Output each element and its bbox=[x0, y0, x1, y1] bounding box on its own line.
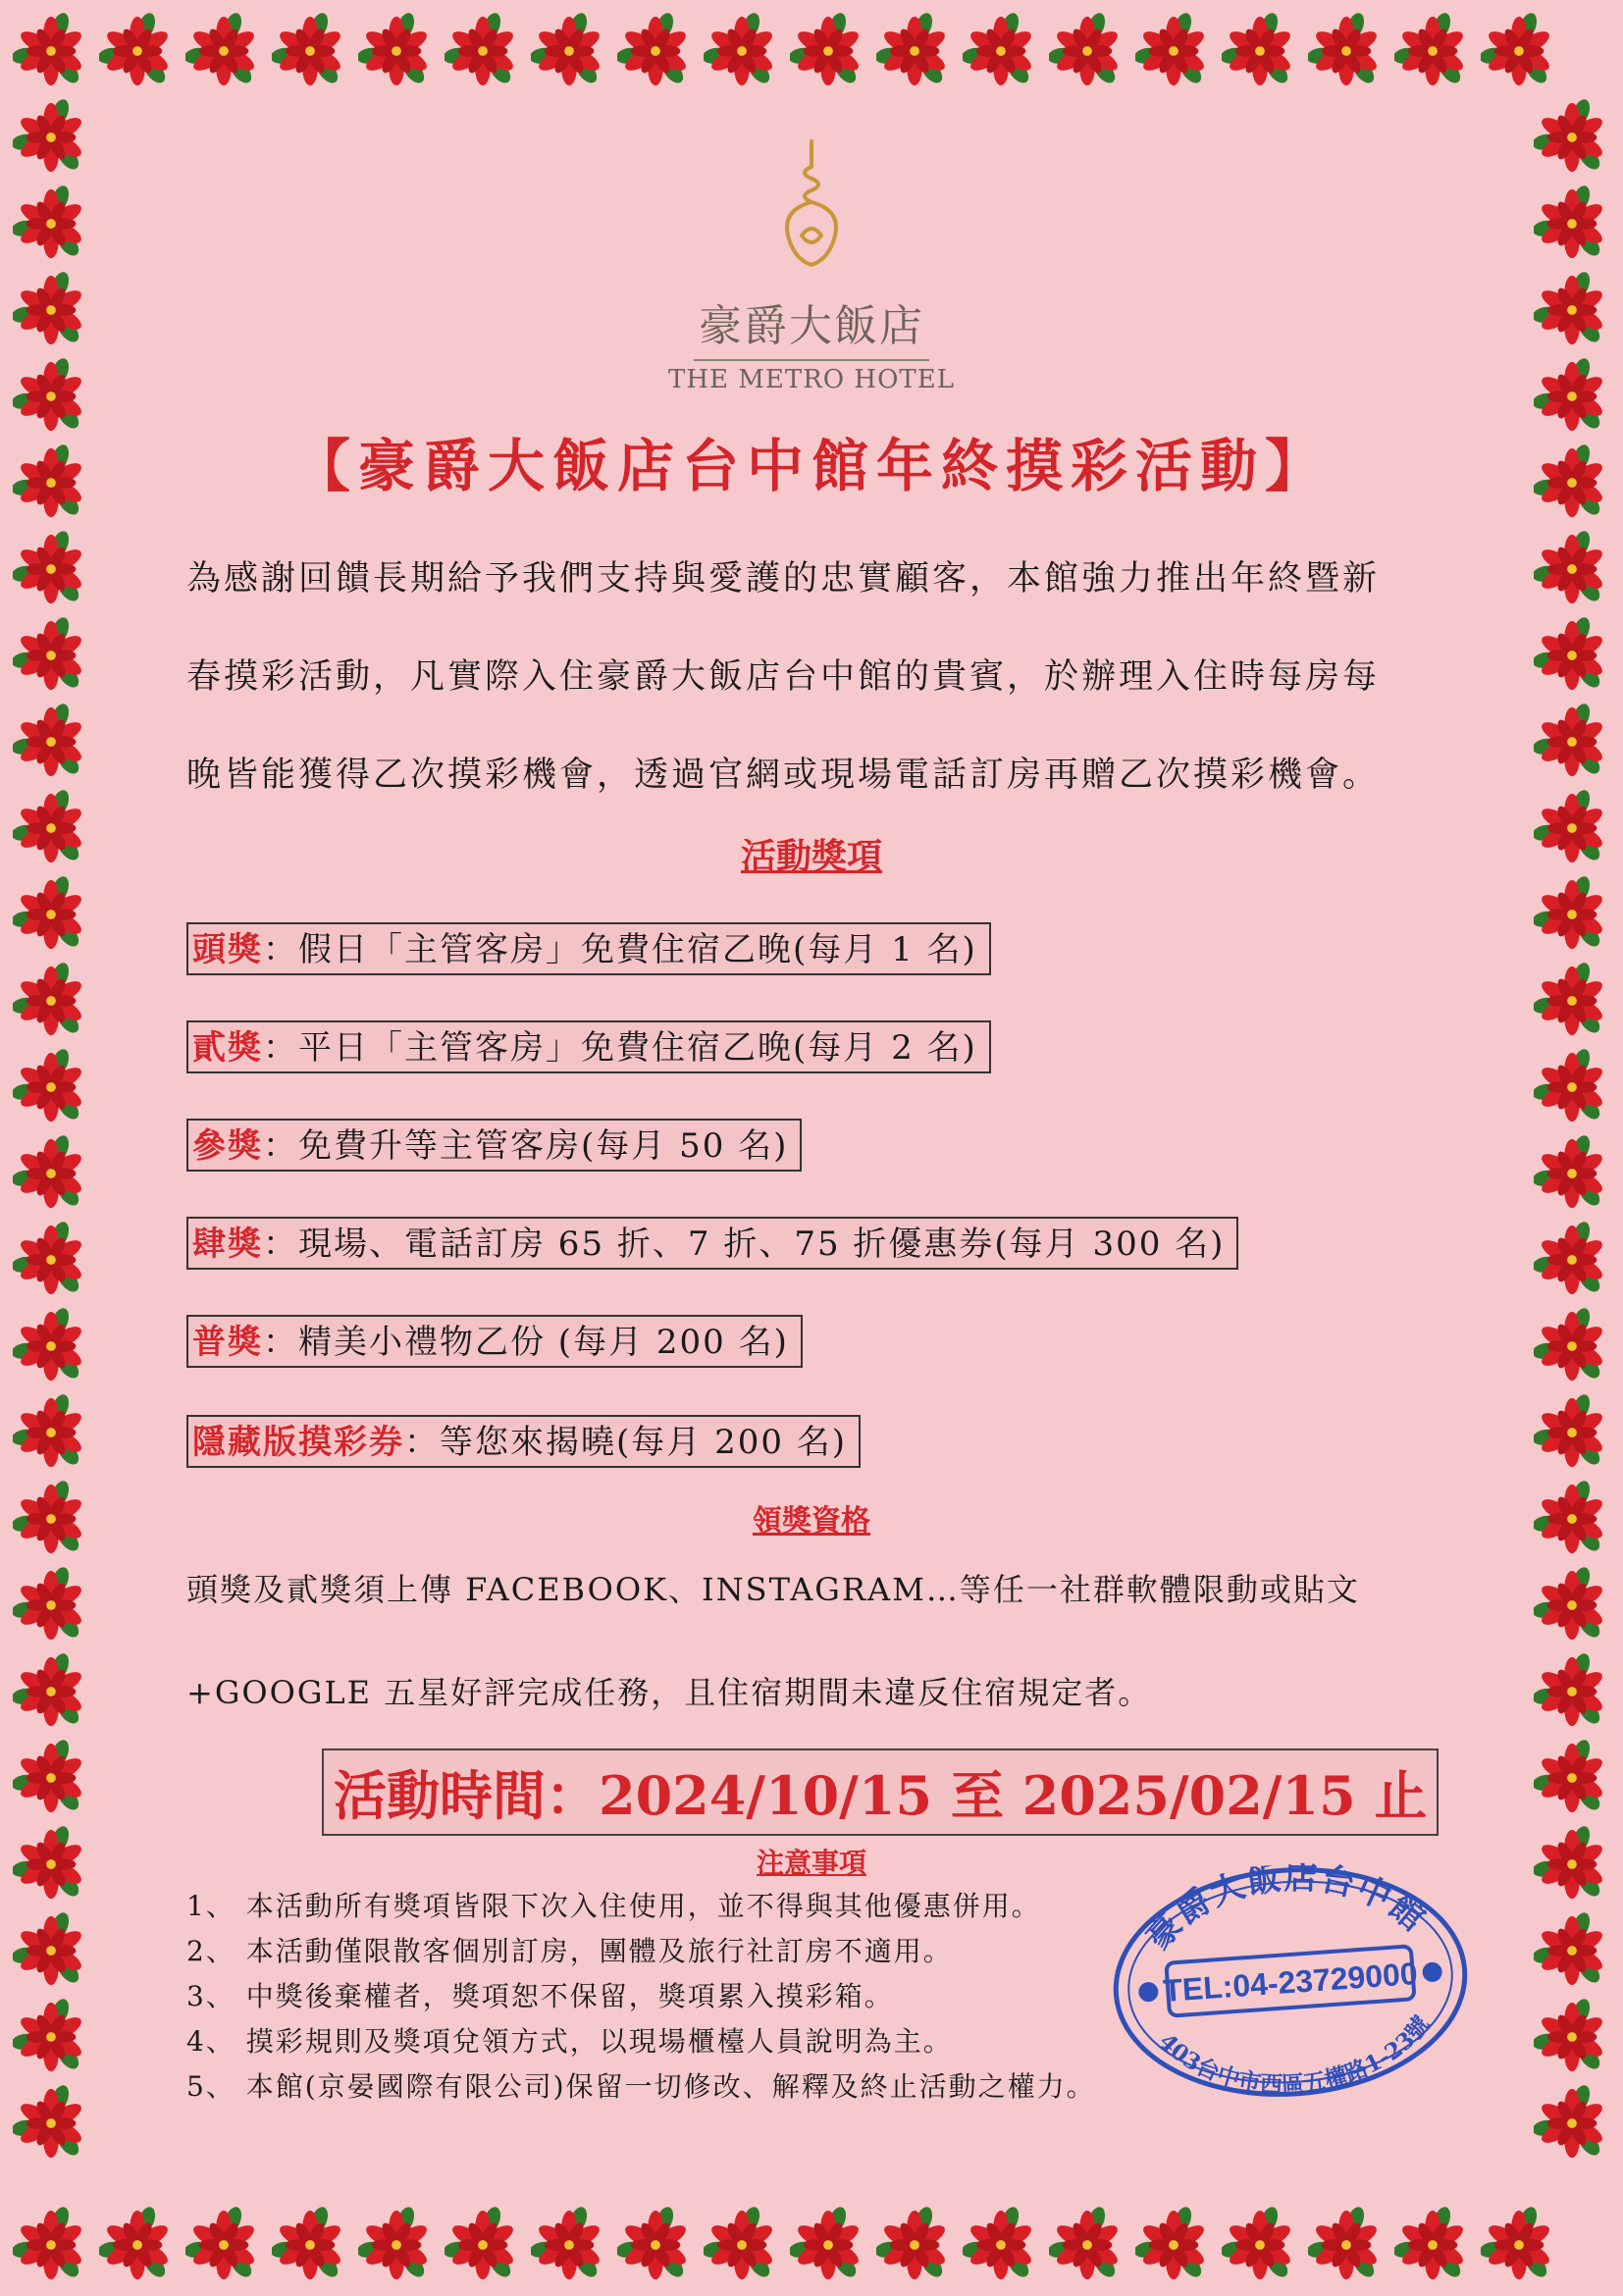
note-item: 3、 中獎後棄權者，獎項恕不保留，獎項累入摸彩箱。 bbox=[186, 1980, 894, 2012]
logo-name-en: THE METRO HOTEL bbox=[668, 365, 955, 394]
poinsettia-icon bbox=[1135, 13, 1212, 89]
event-period: 活動時間：2024/10/15 至 2025/02/15 止 bbox=[322, 1748, 1439, 1836]
poinsettia-icon bbox=[1534, 1135, 1610, 1212]
prize-label: 普獎 bbox=[192, 1323, 263, 1362]
poinsettia-icon bbox=[13, 1394, 89, 1471]
poinsettia-icon bbox=[99, 2207, 176, 2283]
poinsettia-icon bbox=[13, 617, 89, 694]
poinsettia-icon bbox=[617, 2207, 694, 2283]
poinsettia-icon bbox=[1534, 1912, 1610, 1989]
poinsettia-icon bbox=[1308, 2207, 1385, 2283]
poinsettia-icon bbox=[445, 13, 521, 89]
note-item: 1、 本活動所有獎項皆限下次入住使用，並不得與其他優惠併用。 bbox=[186, 1890, 1041, 1922]
stamp-top-text: 豪爵大飯店台中館 bbox=[1138, 1857, 1434, 1957]
poinsettia-icon bbox=[1534, 1049, 1610, 1125]
note-item: 2、 本活動僅限散客個別訂房，團體及旅行社訂房不適用。 bbox=[186, 1935, 953, 1967]
prize-label: 頭獎 bbox=[192, 930, 263, 969]
intro-line: 晚皆能獲得乙次摸彩機會，透過官網或現場電話訂房再贈乙次摸彩機會。 bbox=[186, 756, 1381, 795]
poinsettia-icon bbox=[531, 13, 607, 89]
poinsettia-icon bbox=[617, 13, 694, 89]
poinsettia-icon bbox=[790, 2207, 866, 2283]
poinsettia-icon bbox=[1222, 13, 1298, 89]
poinsettia-icon bbox=[13, 531, 89, 607]
poinsettia-icon bbox=[13, 1049, 89, 1125]
poinsettia-icon bbox=[13, 1567, 89, 1644]
poinsettia-icon bbox=[13, 876, 89, 953]
poinsettia-icon bbox=[13, 2085, 89, 2162]
prize-text: ：假日「主管客房」免費住宿乙晚(每月 1 名) bbox=[263, 930, 977, 969]
poinsettia-icon bbox=[13, 963, 89, 1039]
poinsettia-icon bbox=[13, 1740, 89, 1816]
prize-text: ：免費升等主管客房(每月 50 名) bbox=[263, 1126, 789, 1166]
poinsettia-icon bbox=[1534, 1740, 1610, 1816]
poinsettia-icon bbox=[963, 13, 1039, 89]
poinsettia-icon bbox=[358, 2207, 435, 2283]
poinsettia-icon bbox=[358, 13, 435, 89]
ornament-knot-icon bbox=[753, 137, 870, 285]
poinsettia-icon bbox=[13, 2207, 89, 2283]
poinsettia-icon bbox=[13, 1912, 89, 1989]
poinsettia-icon bbox=[1534, 1653, 1610, 1730]
poinsettia-icon bbox=[1481, 2207, 1557, 2283]
eligibility-heading: 領獎資格 bbox=[753, 1504, 870, 1539]
prize-item bbox=[186, 1315, 803, 1368]
poinsettia-icon bbox=[272, 13, 348, 89]
poinsettia-icon bbox=[704, 13, 780, 89]
poinsettia-icon bbox=[1534, 1394, 1610, 1471]
poinsettia-icon bbox=[1049, 2207, 1126, 2283]
prize-text: ：平日「主管客房」免費住宿乙晚(每月 2 名) bbox=[263, 1028, 977, 1068]
poinsettia-icon bbox=[1534, 1999, 1610, 2075]
poinsettia-icon bbox=[876, 2207, 953, 2283]
poinsettia-icon bbox=[963, 2207, 1039, 2283]
poinsettia-icon bbox=[1222, 2207, 1298, 2283]
prize-label: 參獎 bbox=[192, 1126, 263, 1166]
note-item: 4、 摸彩規則及獎項兌領方式，以現場櫃檯人員說明為主。 bbox=[186, 2025, 953, 2058]
prize-label: 肆獎 bbox=[192, 1225, 263, 1264]
eligibility-line: +GOOGLE 五星好評完成任務，且住宿期間未違反住宿規定者。 bbox=[186, 1674, 1152, 1711]
poinsettia-icon bbox=[1534, 1308, 1610, 1384]
poinsettia-icon bbox=[1534, 963, 1610, 1039]
intro-line: 春摸彩活動，凡實際入住豪爵大飯店台中館的貴賓，於辦理入住時每房每 bbox=[186, 657, 1381, 697]
poinsettia-icon bbox=[1534, 2085, 1610, 2162]
poinsettia-icon bbox=[13, 1653, 89, 1730]
poinsettia-icon bbox=[1049, 13, 1126, 89]
logo-divider bbox=[694, 359, 929, 361]
poinsettia-icon bbox=[13, 1222, 89, 1298]
logo-name-cn: 豪爵大飯店 bbox=[699, 301, 924, 351]
prize-item bbox=[186, 1415, 861, 1468]
poinsettia-icon bbox=[13, 704, 89, 780]
poinsettia-icon bbox=[790, 13, 866, 89]
prizes-heading: 活動獎項 bbox=[740, 836, 882, 877]
note-item: 5、 本館(京晏國際有限公司)保留一切修改、解釋及終止活動之權力。 bbox=[186, 2070, 1096, 2103]
intro-line: 為感謝回饋長期給予我們支持與愛護的忠實顧客，本館強力推出年終暨新 bbox=[186, 559, 1381, 599]
hotel-stamp bbox=[1101, 1852, 1480, 2112]
poinsettia-icon bbox=[1534, 1567, 1610, 1644]
prize-text: ：等您來揭曉(每月 200 名) bbox=[404, 1423, 848, 1462]
poinsettia-icon bbox=[1394, 2207, 1471, 2283]
prize-item bbox=[186, 1020, 991, 1073]
poinsettia-icon bbox=[1534, 617, 1610, 694]
poinsettia-icon bbox=[1534, 704, 1610, 780]
poinsettia-icon bbox=[1534, 1222, 1610, 1298]
prize-label: 隱藏版摸彩券 bbox=[192, 1423, 404, 1462]
poinsettia-icon bbox=[13, 1999, 89, 2075]
poinsettia-icon bbox=[1394, 13, 1471, 89]
prize-label: 貳獎 bbox=[192, 1028, 263, 1068]
prize-item bbox=[186, 1119, 802, 1172]
prize-item bbox=[186, 922, 991, 975]
page-title: 【豪爵大飯店台中館年終摸彩活動】 bbox=[292, 433, 1330, 499]
eligibility-line: 頭獎及貳獎須上傳 FACEBOOK、INSTAGRAM…等任一社群軟體限動或貼文 bbox=[186, 1571, 1360, 1608]
poinsettia-icon bbox=[13, 1135, 89, 1212]
poinsettia-icon bbox=[1534, 876, 1610, 953]
intro-paragraph bbox=[186, 530, 1452, 824]
poinsettia-icon bbox=[1534, 531, 1610, 607]
poinsettia-icon bbox=[185, 13, 262, 89]
stamp-tel: TEL:04-23729000 bbox=[1162, 1955, 1419, 2009]
poinsettia-icon bbox=[1481, 13, 1557, 89]
poinsettia-icon bbox=[876, 13, 953, 89]
stamp-address: 403台中市西區五權路1-23號 bbox=[1153, 2010, 1436, 2099]
notes-heading: 注意事項 bbox=[756, 1847, 866, 1879]
prize-item bbox=[186, 1217, 1238, 1270]
hotel-logo bbox=[0, 137, 1623, 394]
poinsettia-icon bbox=[1308, 13, 1385, 89]
poinsettia-icon bbox=[185, 2207, 262, 2283]
poinsettia-icon bbox=[704, 2207, 780, 2283]
poinsettia-icon bbox=[99, 13, 176, 89]
prize-text: ：精美小禮物乙份 (每月 200 名) bbox=[263, 1323, 789, 1362]
poinsettia-icon bbox=[531, 2207, 607, 2283]
poinsettia-icon bbox=[272, 2207, 348, 2283]
poinsettia-icon bbox=[13, 1308, 89, 1384]
poinsettia-icon bbox=[13, 13, 89, 89]
poinsettia-icon bbox=[445, 2207, 521, 2283]
poinsettia-icon bbox=[1135, 2207, 1212, 2283]
prize-text: ：現場、電話訂房 65 折、7 折、75 折優惠券(每月 300 名) bbox=[263, 1225, 1226, 1264]
eligibility-text bbox=[186, 1539, 1462, 1745]
